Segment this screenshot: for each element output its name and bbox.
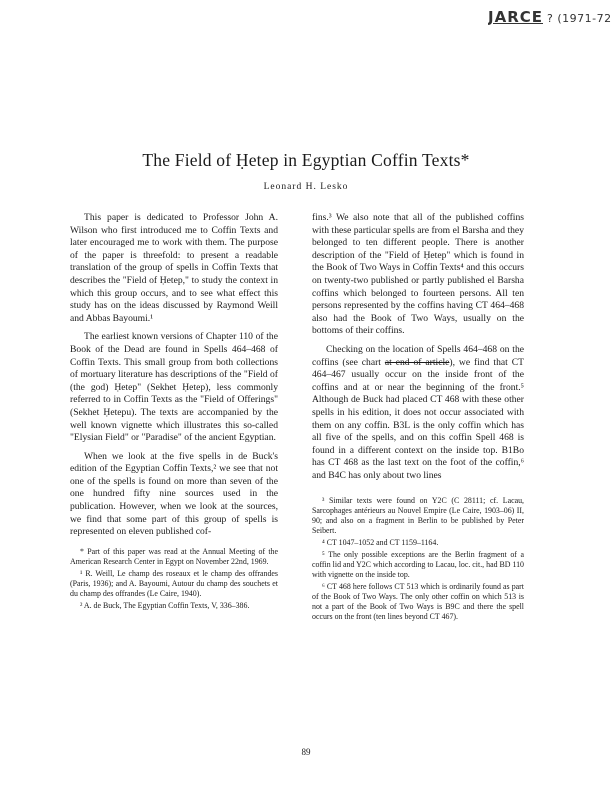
footnote-3: ³ Similar texts were found on Y2C (C 28111; cf. Lacau, Sarcophages antérieurs au Nouvel Empire (Le Caire, 1903–06) II, 90; and also on a fragment in Berlin to be published by Peter Seibert. (312, 496, 524, 536)
right-paragraph-2 (312, 344, 524, 483)
left-column (70, 212, 278, 613)
left-footnotes (70, 547, 278, 611)
footnote-4: ⁴ CT 1047–1052 and CT 1159–1164. (322, 538, 439, 548)
right-paragraph-2-start: Checking on the location of Spells 464–468 on the coffins (see chart (312, 343, 524, 368)
footnote-6: ⁶ CT 468 here follows CT 513 which is ordinarily found as part of the Book of Two Ways. The only other coffin on which 513 is not a part of the Book of Two Ways is B9C and there the spell occurs on the front (ten lines beyond CT 467). (312, 582, 524, 622)
right-column (312, 212, 524, 624)
archive-stamp (488, 8, 612, 26)
left-paragraph-2: The earliest known versions of Chapter 110 of the Book of the Dead are found in Spells 464–468 of Coffin Texts. This small group from both collections of mortuary literature has descriptions of the "Field of (the god) Ḥetep" (Sekhet Ḥetep), less commonly referred to in Coffin Texts as the "Field of Offerings" (Sekhet Ḥetepu). The texts are accompanied by the well known vignette which illustrates this so-called "Elysian Field" or "Paradise" of the ancient Egyptian. (70, 331, 278, 444)
stamp-volume: ? (1971-72 (547, 12, 612, 25)
footnote-star: * Part of this paper was read at the Annual Meeting of the American Research Center in Egypt on November 22nd, 1969. (70, 546, 278, 566)
right-footnotes (312, 496, 524, 622)
left-paragraph-3: When we look at the five spells in de Buck's edition of the Egyptian Coffin Texts,² we see that not one of the spells is found on more than seven of the one hundred fifty nine sources used in the publication. However, when we look at the sources, we find that some part of this group of spells is represented on eleven published cof- (70, 450, 278, 538)
struck-text: at end of article (384, 356, 450, 368)
footnote-5: ⁵ The only possible exceptions are the Berlin fragment of a coffin lid and Y2C which according to Lacau, loc. cit., had BD 110 with vignette on the inside top. (312, 550, 524, 580)
right-paragraph-1: fins.³ We also note that all of the published coffins with these particular spells are from el Barsha and they belonged to ten different people. There is another description of the "Field of Ḥetep" which is found in the Book of Two Ways in Coffin Texts⁴ and this occurs on twenty-two published or partly published el Barsha coffins which belonged to fourteen persons. All ten persons represented by the coffins having CT 464–468 also had the Book of Two Ways, usually on the bottoms of their coffins. (312, 212, 524, 337)
footnote-1: ¹ R. Weill, Le champ des roseaux et le champ des offrandes (Paris, 1936); and A. Bayoumi, Autour du champ des souchets et du champ des offrandes (Le Caire, 1940). (70, 568, 278, 598)
page-number: 89 (301, 747, 311, 757)
footnote-2: ² A. de Buck, The Egyptian Coffin Texts, V, 336–386. (80, 600, 250, 610)
left-paragraph-1: This paper is dedicated to Professor John A. Wilson who first introduced me to Coffin Texts and later encouraged me to work with them. The purpose of the paper is threefold: to present a readable translation of the group of spells in Coffin Texts that describes the "Field of Ḥetep," to study the context in which this group occurs, and to see what effect this study has on the ideas discussed by Raymond Weill and Abbas Bayoumi.¹ (70, 212, 278, 324)
stamp-journal: JARCE (488, 8, 543, 26)
article-title: The Field of Ḥetep in Egyptian Coffin Texts* (142, 150, 470, 170)
article-author: Leonard H. Lesko (263, 182, 349, 192)
right-paragraph-2-end: ), we find that CT 464–467 usually occur on the inside front of the coffins and at or near the beginning of the front.⁵ Although de Buck had placed CT 468 with these other spells in his edition, it does not occur associated with them on any coffin. B3L is the only coffin which has all five of the spells, and on this coffin Spell 468 is found in a different context on the inside top. B1Bo has CT 468 as the last text on the foot of the coffin,⁶ and B4C has only about two lines (312, 356, 524, 481)
